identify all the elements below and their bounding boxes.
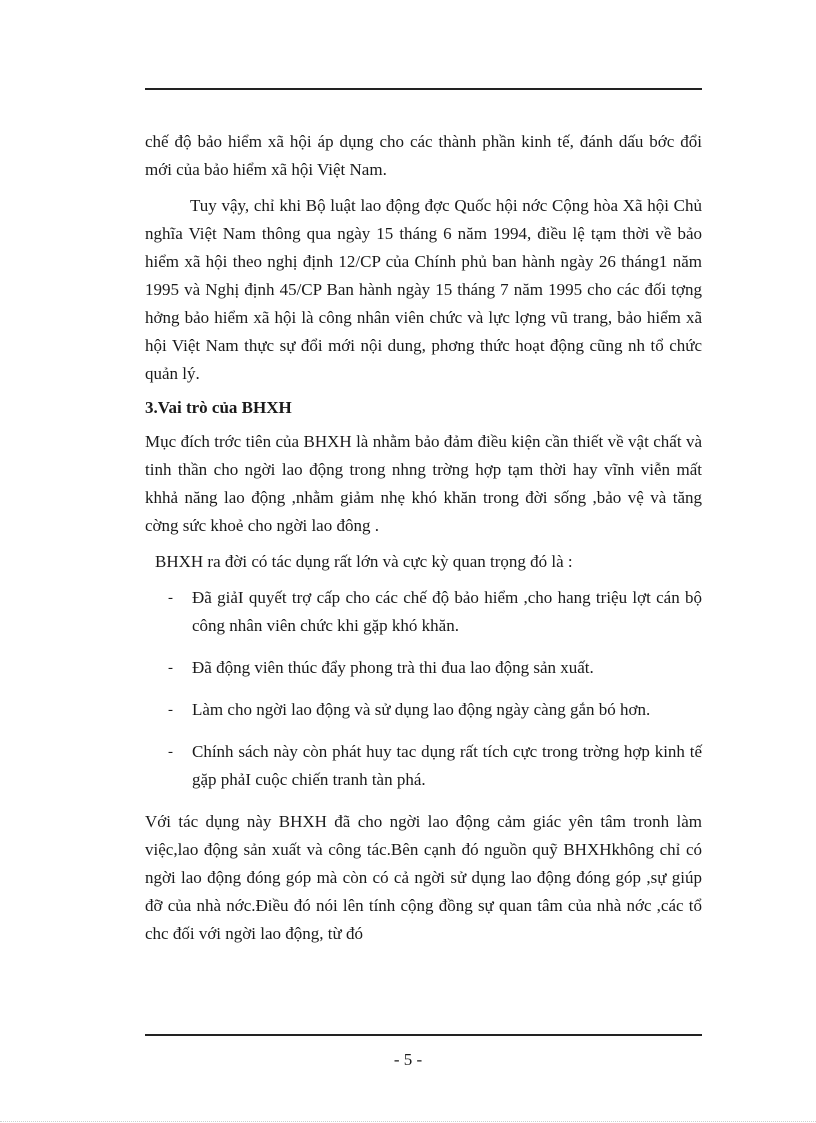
- list-item-text: Đã giảI quyết trợ cấp cho các chế độ bảo hiểm ,cho hang triệu lợt cán bộ công nhân viên chức khi gặp khó khăn.: [192, 588, 702, 635]
- bullet-marker: -: [168, 590, 173, 606]
- paragraph-3: Mục đích trớc tiên của BHXH là nhằm bảo đảm điều kiện cần thiết về vật chất và tinh thần cho ngời lao động trong nhng trờng hợp tạm thời hay vĩnh viễn mất khhả năng lao động ,nhằm giảm nhẹ khó khăn trong đời sống ,bảo vệ và tăng cờng sức khoẻ cho ngời lao đông .: [145, 432, 702, 535]
- paragraph-4: BHXH ra đời có tác dụng rất lớn và cực kỳ quan trọng đó là :: [155, 552, 573, 571]
- paragraph-1: chế độ bảo hiểm xã hội áp dụng cho các thành phần kinh tế, đánh dấu bớc đổi mới của bảo hiểm xã hội Việt Nam.: [145, 132, 702, 179]
- list-item: [145, 654, 702, 682]
- list-item: [145, 584, 702, 640]
- paragraph-2: Tuy vậy, chỉ khi Bộ luật lao động đợc Quốc hội nớc Cộng hòa Xã hội Chủ nghĩa Việt Nam thông qua ngày 15 tháng 6 năm 1994, điều lệ tạm thời về bảo hiểm xã hội theo nghị định 12/CP của Chính phủ ban hành ngày 26 tháng1 năm 1995 và Nghị định 45/CP Ban hành ngày 15 tháng 7 năm 1995 cho các đối tợng hởng bảo hiểm xã hội là công nhân viên chức và lực lợng vũ trang, bảo hiểm xã hội Việt Nam thực sự đổi mới nội dung, phơng thức hoạt động cũng nh tổ chức quản lý.: [145, 196, 702, 383]
- list-item: [145, 696, 702, 724]
- list-item-text: Làm cho ngời lao động và sử dụng lao động ngày càng gắn bó hơn.: [192, 700, 651, 719]
- bullet-marker: -: [168, 744, 173, 760]
- page-body: [145, 128, 702, 948]
- list-item: [145, 738, 702, 794]
- paragraph-5: Với tác dụng này BHXH đã cho ngời lao động cảm giác yên tâm tronh làm việc,lao động sản xuất và công tác.Bên cạnh đó nguồn quỹ BHXHkhông chỉ có ngời lao động đóng góp mà còn có cả ngời sử dụng lao động đóng góp ,sự giúp đỡ của nhà nớc.Điều đó nói lên tính cộng đồng sự quan tâm của nhà nớc ,các tổ chc đối với ngời lao động, từ đó: [145, 812, 702, 943]
- page-number: - 5 -: [393, 1050, 423, 1069]
- list-item-text: Chính sách này còn phát huy tac dụng rất tích cực trong trờng hợp kinh tế gặp phảI cuộc chiến tranh tàn phá.: [192, 742, 702, 789]
- bullet-list: [145, 584, 702, 794]
- bullet-marker: -: [168, 702, 173, 718]
- page-edge-divider: [0, 1121, 816, 1122]
- footer-rule: [145, 1034, 702, 1036]
- list-item-text: Đã động viên thúc đẩy phong trà thi đua lao động sản xuất.: [192, 658, 594, 677]
- header-rule: [145, 88, 702, 90]
- bullet-marker: -: [168, 660, 173, 676]
- section-heading: 3.Vai trò của BHXH: [145, 398, 292, 417]
